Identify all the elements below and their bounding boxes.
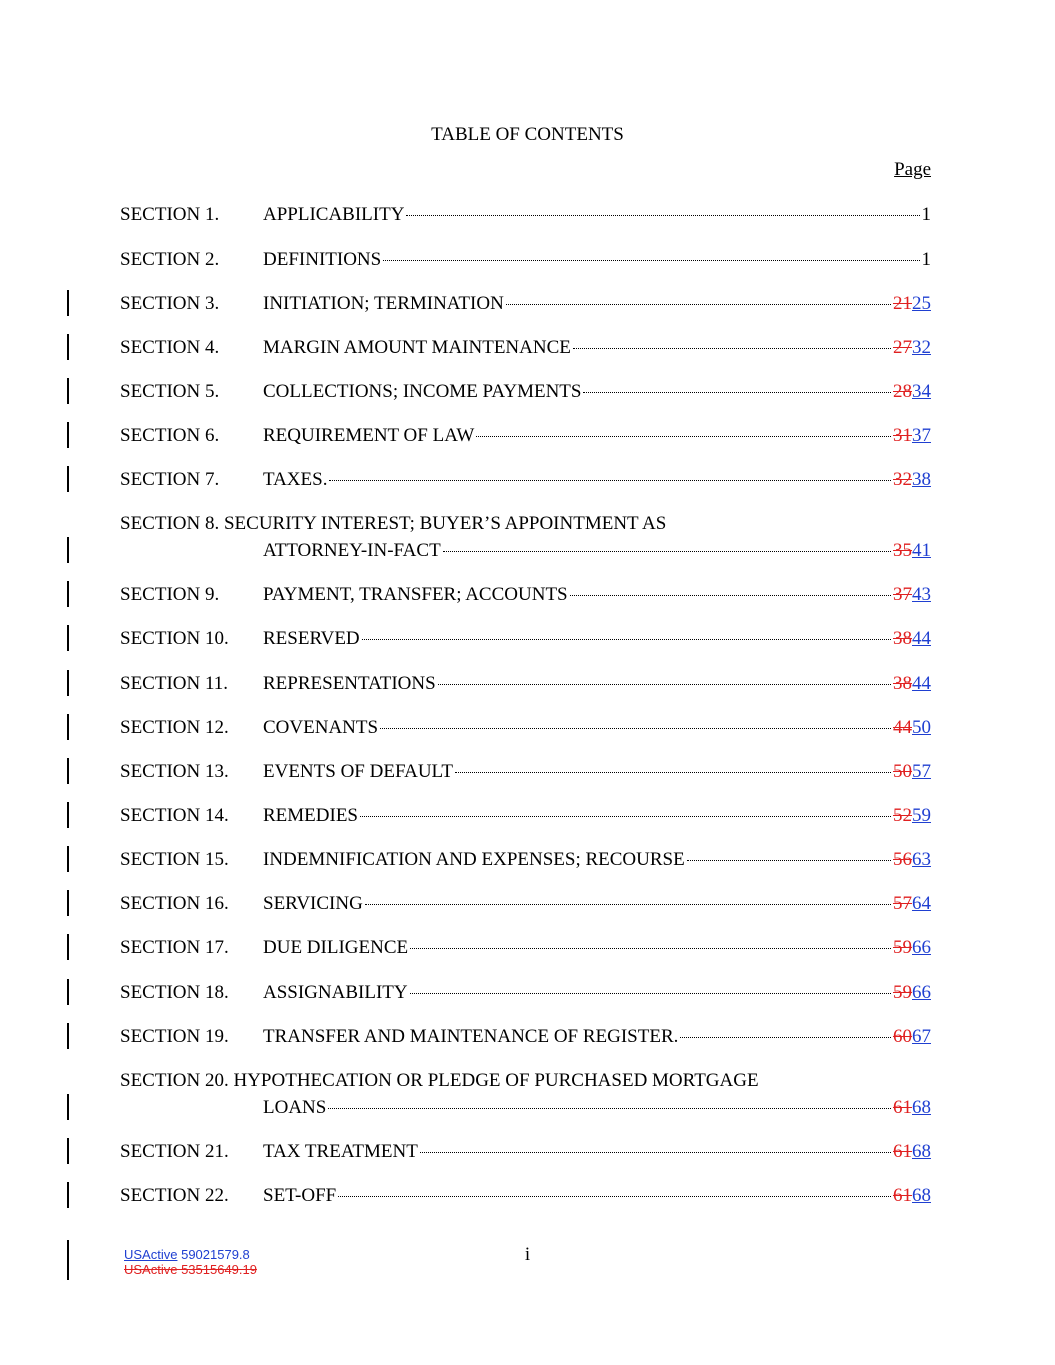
section-number: SECTION 22. (120, 1185, 229, 1206)
section-number: SECTION 18. (120, 982, 229, 1003)
change-bar (67, 1094, 69, 1120)
page-number (893, 672, 931, 696)
change-bar (67, 625, 69, 651)
section-title: HYPOTHECATION OR PLEDGE OF PURCHASED MORTGAGE (233, 1070, 759, 1091)
deleted-page-number: 59 (893, 937, 912, 958)
page-number (893, 1184, 931, 1208)
section-title: COLLECTIONS; INCOME PAYMENTS (263, 381, 582, 402)
section-title: DEFINITIONS (263, 249, 382, 270)
dot-leader (506, 304, 891, 305)
toc-title: TABLE OF CONTENTS (431, 124, 624, 145)
deleted-page-number: 31 (893, 425, 912, 446)
section-title: INDEMNIFICATION AND EXPENSES; RECOURSE (263, 849, 685, 870)
section-number: SECTION 12. (120, 717, 229, 738)
deleted-page-number: 21 (893, 293, 912, 314)
dot-leader (476, 436, 891, 437)
toc-entry-section-4[interactable] (120, 336, 931, 360)
change-bar (67, 802, 69, 828)
page-number (893, 380, 931, 404)
inserted-page-number[interactable]: 63 (912, 849, 931, 870)
deleted-page-number: 60 (893, 1026, 912, 1047)
dot-leader (380, 728, 891, 729)
section-title: ASSIGNABILITY (263, 982, 408, 1003)
change-bar (67, 670, 69, 696)
toc-entry-section-16[interactable] (120, 892, 931, 916)
page-number (893, 627, 931, 651)
inserted-page-number[interactable]: 68 (912, 1141, 931, 1162)
dot-leader (420, 1152, 891, 1153)
change-bar (67, 934, 69, 960)
inserted-page-number[interactable]: 41 (912, 540, 931, 561)
deleted-page-number: 35 (893, 540, 912, 561)
inserted-page-number[interactable]: 64 (912, 893, 931, 914)
section-title: REQUIREMENT OF LAW (263, 425, 475, 446)
deleted-page-number: 28 (893, 381, 912, 402)
section-number: SECTION 21. (120, 1141, 229, 1162)
page-column-label: Page (894, 159, 931, 180)
inserted-page-number[interactable]: 37 (912, 425, 931, 446)
section-title: REMEDIES (263, 805, 358, 826)
inserted-page-number[interactable]: 66 (912, 937, 931, 958)
toc-entry-section-8[interactable] (120, 512, 931, 563)
change-bar (67, 537, 69, 563)
toc-entry-section-6[interactable] (120, 424, 931, 448)
inserted-page-number[interactable]: 57 (912, 761, 931, 782)
section-number: SECTION 9. (120, 584, 220, 605)
page-number (893, 1140, 931, 1164)
section-title: DUE DILIGENCE (263, 937, 409, 958)
toc-entry-section-14[interactable] (120, 804, 931, 828)
change-bar (67, 979, 69, 1005)
change-bar (67, 758, 69, 784)
dot-leader (573, 348, 891, 349)
section-number: SECTION 6. (120, 425, 220, 446)
section-number: SECTION 7. (120, 469, 220, 490)
change-bar (67, 290, 69, 316)
toc-entry-section-21[interactable] (120, 1140, 931, 1164)
page-number-footer: i (524, 1244, 531, 1265)
inserted-page-number[interactable]: 59 (912, 805, 931, 826)
toc-entry-section-22[interactable] (120, 1184, 931, 1208)
section-number: SECTION 13. (120, 761, 229, 782)
section-title: EVENTS OF DEFAULT (263, 761, 454, 782)
page-number: 1 (921, 204, 931, 225)
section-number: SECTION 3. (120, 293, 220, 314)
page-number (893, 539, 931, 563)
section-number: SECTION 11. (120, 673, 229, 694)
change-bar (67, 890, 69, 916)
dot-leader (338, 1196, 891, 1197)
deleted-page-number: 61 (893, 1185, 912, 1206)
dot-leader (329, 480, 891, 481)
page-number (893, 292, 931, 316)
toc-entry-section-18[interactable] (120, 981, 931, 1005)
new-document-tag[interactable]: USActive (124, 1247, 178, 1262)
inserted-page-number[interactable]: 25 (912, 293, 931, 314)
inserted-page-number[interactable]: 34 (912, 381, 931, 402)
section-number: SECTION 17. (120, 937, 229, 958)
inserted-page-number[interactable]: 66 (912, 982, 931, 1003)
change-bar (67, 581, 69, 607)
section-number: SECTION 2. (120, 249, 220, 270)
inserted-page-number[interactable]: 67 (912, 1026, 931, 1047)
section-title: TAX TREATMENT (263, 1141, 418, 1162)
change-bar (67, 1023, 69, 1049)
section-number: SECTION 1. (120, 204, 220, 225)
section-number: SECTION 20. (120, 1070, 229, 1091)
toc-entry-section-1[interactable] (120, 203, 931, 227)
deleted-page-number: 61 (893, 1141, 912, 1162)
page-number (893, 760, 931, 784)
deleted-page-number: 32 (893, 469, 912, 490)
toc-entry-section-11[interactable] (120, 672, 931, 696)
section-number: SECTION 5. (120, 381, 220, 402)
page-number (893, 936, 931, 960)
inserted-page-number[interactable]: 68 (912, 1185, 931, 1206)
toc-entry-section-3[interactable] (120, 292, 931, 316)
inserted-page-number[interactable]: 44 (912, 673, 931, 694)
inserted-page-number[interactable]: 50 (912, 717, 931, 738)
page-number (893, 1096, 931, 1120)
section-number: SECTION 10. (120, 628, 229, 649)
section-number: SECTION 16. (120, 893, 229, 914)
page-number (893, 716, 931, 740)
section-title: SECURITY INTEREST; BUYER’S APPOINTMENT AS (223, 513, 667, 534)
dot-leader (443, 551, 891, 552)
dot-leader (687, 860, 891, 861)
section-number: SECTION 4. (120, 337, 220, 358)
deleted-page-number: 59 (893, 982, 912, 1003)
change-bar (67, 714, 69, 740)
toc-entry-section-20[interactable] (120, 1069, 931, 1120)
dot-leader (583, 392, 891, 393)
inserted-page-number[interactable]: 68 (912, 1097, 931, 1118)
deleted-page-number: 37 (893, 584, 912, 605)
change-bar (67, 1138, 69, 1164)
page-number: 1 (921, 249, 931, 270)
change-bar (67, 466, 69, 492)
dot-leader (406, 215, 919, 216)
section-title: SET-OFF (263, 1185, 337, 1206)
section-title-continued: LOANS (263, 1097, 327, 1118)
toc-entry-section-15[interactable] (120, 848, 931, 872)
section-title: TRANSFER AND MAINTENANCE OF REGISTER. (263, 1026, 679, 1047)
change-bar (67, 1182, 69, 1208)
change-bar (67, 422, 69, 448)
section-title: REPRESENTATIONS (263, 673, 436, 694)
section-title-continued: ATTORNEY-IN-FACT (263, 540, 441, 561)
inserted-page-number[interactable]: 44 (912, 628, 931, 649)
section-number: SECTION 8. (120, 513, 220, 534)
deleted-document-id: USActive 53515649.19 (124, 1262, 257, 1277)
section-title: MARGIN AMOUNT MAINTENANCE (263, 337, 571, 358)
section-title: RESERVED (263, 628, 360, 649)
deleted-page-number: 38 (893, 628, 912, 649)
dot-leader (438, 684, 891, 685)
deleted-page-number: 44 (893, 717, 912, 738)
change-bar (67, 378, 69, 404)
dot-leader (680, 1037, 891, 1038)
dot-leader (383, 260, 919, 261)
toc-entry-section-19[interactable] (120, 1025, 931, 1049)
section-title: TAXES. (263, 469, 328, 490)
new-document-number: 59021579.8 (181, 1247, 250, 1262)
dot-leader (328, 1108, 891, 1109)
deleted-page-number: 56 (893, 849, 912, 870)
section-title: COVENANTS (263, 717, 379, 738)
section-number: SECTION 14. (120, 805, 229, 826)
deleted-page-number: 38 (893, 673, 912, 694)
page-number (893, 981, 931, 1005)
toc-entry-section-9[interactable] (120, 583, 931, 607)
change-bar (67, 334, 69, 360)
page-number (893, 583, 931, 607)
section-title: APPLICABILITY (263, 204, 405, 225)
dot-leader (455, 772, 891, 773)
page-number (893, 1025, 931, 1049)
page-number (893, 468, 931, 492)
inserted-page-number[interactable]: 32 (912, 337, 931, 358)
dot-leader (410, 993, 891, 994)
page-number (893, 804, 931, 828)
section-number: SECTION 19. (120, 1026, 229, 1047)
toc-entry-section-17[interactable] (120, 936, 931, 960)
inserted-page-number[interactable]: 38 (912, 469, 931, 490)
dot-leader (362, 639, 891, 640)
deleted-page-number: 57 (893, 893, 912, 914)
inserted-page-number[interactable]: 43 (912, 584, 931, 605)
toc-entry-section-12[interactable] (120, 716, 931, 740)
toc-entry-section-13[interactable] (120, 760, 931, 784)
change-bar (67, 846, 69, 872)
dot-leader (365, 904, 891, 905)
deleted-page-number: 27 (893, 337, 912, 358)
dot-leader (410, 948, 891, 949)
section-title: INITIATION; TERMINATION (263, 293, 504, 314)
section-number: SECTION 15. (120, 849, 229, 870)
deleted-page-number: 50 (893, 761, 912, 782)
toc-entry-section-5[interactable] (120, 380, 931, 404)
section-title: SERVICING (263, 893, 363, 914)
toc-entry-section-2[interactable] (120, 248, 931, 272)
page-number (893, 892, 931, 916)
section-title: PAYMENT, TRANSFER; ACCOUNTS (263, 584, 568, 605)
toc-entry-section-10[interactable] (120, 627, 931, 651)
page-number (893, 424, 931, 448)
dot-leader (360, 816, 891, 817)
deleted-page-number: 61 (893, 1097, 912, 1118)
page-number (893, 336, 931, 360)
page-number (893, 848, 931, 872)
deleted-page-number: 52 (893, 805, 912, 826)
dot-leader (570, 595, 891, 596)
toc-entry-section-7[interactable] (120, 468, 931, 492)
